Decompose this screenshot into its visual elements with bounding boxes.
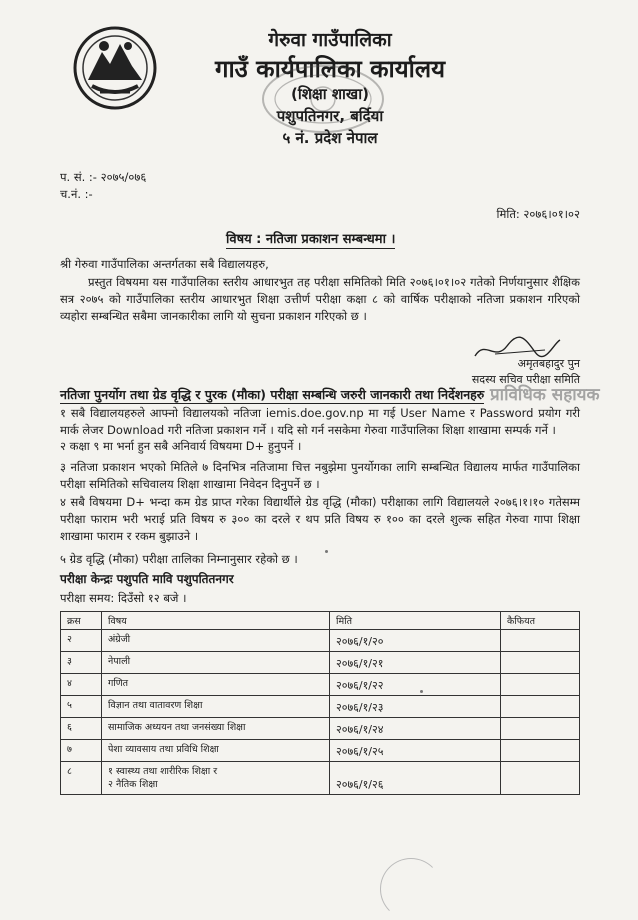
row-subject-line1: १ स्वास्थ्य तथा शारीरिक शिक्षा र bbox=[108, 766, 218, 777]
row-remarks bbox=[501, 762, 580, 795]
nepal-government-emblem-icon bbox=[70, 22, 160, 114]
instruction-item: १ सबै विद्यालयहरुले आफ्नो विद्यालयको नतिजा iemis.doe.gov.np मा गई User Name र Password प्रयोग गरी मार्क लेजर Download गरी नतिजा प्रकाशन गर्ने । यदि सो गर्न नसकेमा गेरुवा गाउँपालिका शिक्षा शाखामा सम्पर्क गर्ने । bbox=[60, 406, 580, 437]
row-remarks bbox=[501, 630, 580, 652]
row-subject: नेपाली bbox=[102, 652, 330, 674]
section-name: (शिक्षा शाखा) bbox=[291, 85, 369, 103]
scan-speck bbox=[420, 690, 423, 693]
office-address: पशुपतिनगर, बर्दिया bbox=[276, 107, 384, 125]
subject-line: विषय : नतिजा प्रकाशन सम्बन्धमा । bbox=[226, 229, 395, 249]
row-remarks bbox=[501, 652, 580, 674]
row-date: २०७६/१/२६ bbox=[330, 762, 501, 795]
row-number: ७ bbox=[61, 740, 102, 762]
exam-centre: परीक्षा केन्द्रः पशुपति मावि पशुपतितनगर bbox=[60, 572, 234, 586]
col-header-subject: विषय bbox=[102, 612, 330, 630]
row-date: २०७६/१/२३ bbox=[330, 696, 501, 718]
intro-paragraph: प्रस्तुत विषयमा यस गाउँपालिका स्तरीय आधारभुत तह परीक्षा समितिको मिति २०७६।०१।०२ गतेको निर्णयानुसार शैक्षिक सत्र २०७५ को गाउँपालिका स्तरीय आधारभुत शिक्षा उत्तीर्ण परीक्षा कक्षा ८ को वार्षिक परीक्षाको नतिजा प्रकाशन गरिएको व्यहोरा सम्बन्धित सबैमा जानकारीका लागि यो सुचना प्रकाशन गरिएको छ । bbox=[60, 275, 580, 323]
signatory-title: सदस्य सचिव परीक्षा समिति bbox=[471, 373, 580, 386]
table-row bbox=[61, 652, 580, 674]
row-date: २०७६/१/२५ bbox=[330, 740, 501, 762]
instruction-item: ५ ग्रेड वृद्धि (मौका) परीक्षा तालिका निम्नानुसार रहेको छ । bbox=[60, 552, 298, 566]
scan-artifact-arc bbox=[380, 858, 442, 920]
office-seal-icon bbox=[258, 62, 388, 136]
table-row bbox=[61, 696, 580, 718]
row-remarks bbox=[501, 718, 580, 740]
scan-speck bbox=[325, 550, 328, 553]
row-subject: सामाजिक अध्ययन तथा जनसंख्या शिक्षा bbox=[102, 718, 330, 740]
row-subject: पेशा व्यावसाय तथा प्रविधि शिक्षा bbox=[102, 740, 330, 762]
instruction-item: ३ नतिजा प्रकाशन भएको मितिले ७ दिनभित्र नतिजामा चित्त नबुझेमा पुनर्योगका लागि सम्बन्धित विद्यालय मार्फत गाउँपालिका परीक्षा समितिको सचिवालय शिक्षा शाखामा निवेदन दिनुपर्ने छ । bbox=[60, 460, 580, 491]
table-row bbox=[61, 740, 580, 762]
exam-time: परीक्षा समय: दिउँसो १२ बजे । bbox=[60, 591, 187, 605]
instruction-item: ४ सबै विषयमा D+ भन्दा कम ग्रेड प्राप्त गरेका विद्यार्थीले ग्रेड वृद्धि (मौका) परीक्षाका लागि विद्यालयले २०७६।१।१० गतेसम्म परीक्षा फाराम भरी भराई प्रति विषय रु ३०० का दरले र थप प्रति विषय रु १०० का दरले शुल्क सहित गेरुवा गापा शिक्षा शाखामा फाराम र रकम बुझाउने । bbox=[60, 495, 580, 543]
table-header-row bbox=[61, 612, 580, 630]
signatory-name: अमृतबहादुर पुन bbox=[517, 357, 580, 370]
instructions-heading: नतिजा पुनर्योग तथा ग्रेड वृद्धि र पुरक (मौका) परीक्षा सम्बन्धि जरुरी जानकारी तथा निर्देशनहरु bbox=[60, 387, 485, 402]
row-number: ८ bbox=[61, 762, 102, 795]
technical-assistant-stamp: प्राविधिक सहायक bbox=[490, 385, 600, 405]
row-date: २०७६/१/२२ bbox=[330, 674, 501, 696]
col-header-remarks: कैफियत bbox=[501, 612, 580, 630]
issue-date: मिति: २०७६।०१।०२ bbox=[496, 207, 580, 221]
table-row bbox=[61, 674, 580, 696]
row-date: २०७६/१/२४ bbox=[330, 718, 501, 740]
row-remarks bbox=[501, 674, 580, 696]
row-number: ३ bbox=[61, 652, 102, 674]
row-remarks bbox=[501, 740, 580, 762]
row-subject: विज्ञान तथा वातावरण शिक्षा bbox=[102, 696, 330, 718]
table-row bbox=[61, 718, 580, 740]
row-number: ५ bbox=[61, 696, 102, 718]
reference-number: प. सं. :- २०७५/०७६ bbox=[60, 170, 147, 184]
col-header-date: मिति bbox=[330, 612, 501, 630]
row-subject: गणित bbox=[102, 674, 330, 696]
instruction-item: २ कक्षा ९ मा भर्ना हुन सबै अनिवार्य विषयमा D+ हुनुपर्ने । bbox=[60, 439, 302, 453]
row-subject bbox=[102, 762, 330, 795]
row-remarks bbox=[501, 696, 580, 718]
office-name: गाउँ कार्यपालिका कार्यालय bbox=[214, 55, 446, 83]
row-date: २०७६/१/२० bbox=[330, 630, 501, 652]
municipality-name: गेरुवा गाउँपालिका bbox=[268, 29, 392, 51]
row-number: ४ bbox=[61, 674, 102, 696]
dispatch-number: च.नं. :- bbox=[60, 187, 93, 201]
col-header-number: क्रस bbox=[61, 612, 102, 630]
row-number: २ bbox=[61, 630, 102, 652]
exam-schedule-table bbox=[60, 611, 580, 795]
province-name: ५ नं. प्रदेश नेपाल bbox=[282, 129, 378, 147]
row-subject-line2: २ नैतिक शिक्षा bbox=[108, 779, 158, 790]
table-row bbox=[61, 762, 580, 795]
row-date: २०७६/१/२१ bbox=[330, 652, 501, 674]
row-subject: अंग्रेजी bbox=[102, 630, 330, 652]
row-number: ६ bbox=[61, 718, 102, 740]
addressee: श्री गेरुवा गाउँपालिका अन्तर्गतका सबै विद्यालयहरु, bbox=[60, 257, 269, 271]
table-row bbox=[61, 630, 580, 652]
